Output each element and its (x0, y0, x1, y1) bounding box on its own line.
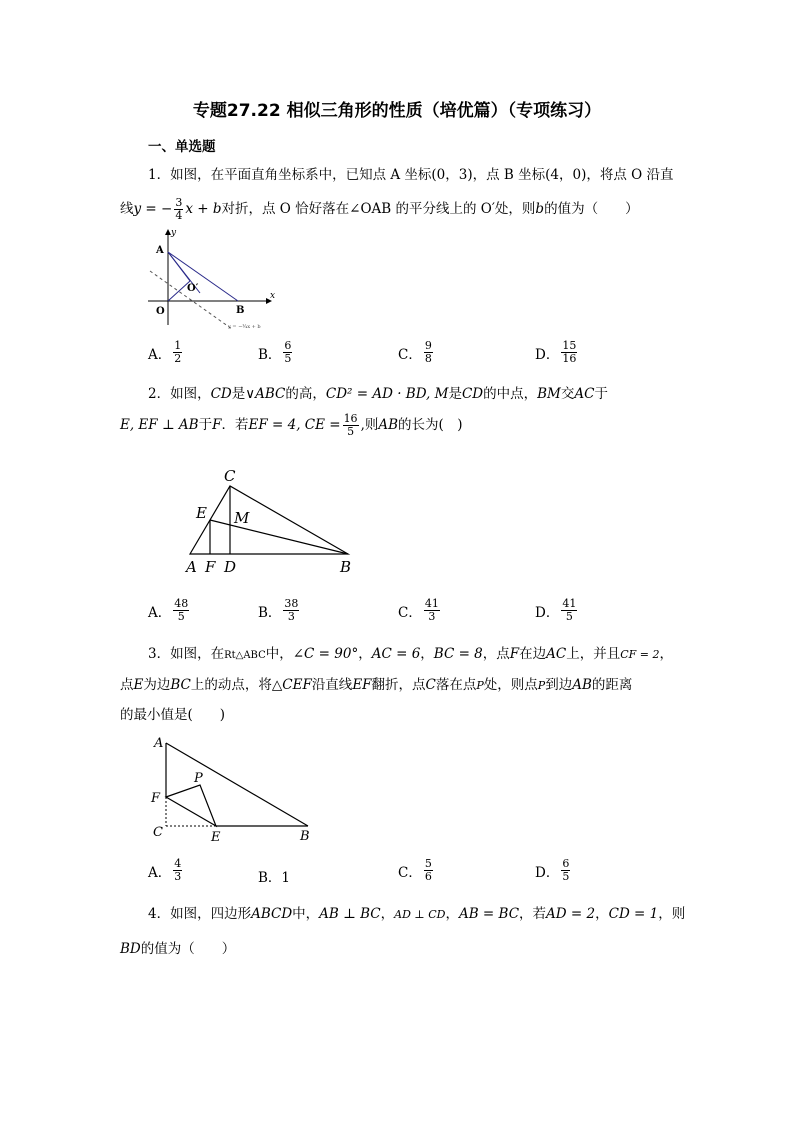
q3-fig-A: A (154, 736, 164, 751)
q1-fig-A: A (156, 245, 164, 256)
q3-option-b: B．1 (258, 870, 291, 886)
q3-fig-F: F (151, 791, 161, 806)
q1-eq-lhs: y = − (133, 201, 173, 217)
q3-line3: 的最小值是( ) (120, 707, 226, 723)
q1-fig-y: y (171, 228, 177, 238)
q3-option-c: C． $\frac{5}{6}$ (398, 857, 432, 883)
q1-eq-fraction (174, 197, 183, 222)
q1-fig-x: x (270, 291, 276, 301)
section-heading: 一、单选题 (148, 139, 216, 155)
q4-line1: 4．如图，四边形ABCD中，AB ⊥ BC，AD ⊥ CD，AB = BC，若AD = 2，CD = 1，则 (148, 906, 686, 922)
q1-fig-eq: y = −¾x + b (228, 324, 261, 330)
q3-option-d: D． $\frac{6}{5}$ (535, 857, 570, 883)
page-title: 专题27.22 相似三角形的性质（培优篇）（专项练习） (192, 101, 602, 121)
q3-fig-P: P (194, 771, 203, 786)
q3-fig-C: C (153, 825, 163, 840)
q2-fig-A: A (186, 558, 197, 576)
q2-option-a: A． $\frac{48}{5}$ (148, 597, 189, 623)
q1-line2 (120, 197, 639, 222)
frac-den: 4 (175, 209, 183, 222)
q4-line2: BD的值为（ ） (120, 941, 236, 957)
q1-text: 的值为（ ） (544, 201, 639, 217)
q2-option-d: D． $\frac{41}{5}$ (535, 597, 577, 623)
q2-fig-M: M (234, 509, 250, 527)
q2-option-b: B． $\frac{38}{3}$ (258, 597, 299, 623)
q1-text: 线 (120, 201, 134, 217)
q2-fig-E: E (196, 504, 207, 522)
q3-fig-E: E (211, 830, 221, 845)
q1-option-a: A． $\frac{1}{2}$ (148, 339, 182, 365)
q2-line1: 2．如图，CD是∨ABC的高，CD² = AD · BD, M是CD的中点，BM交AC于 (148, 386, 608, 402)
q3-line2: 点E为边BC上的动点，将△CEF沿直线EF翻折，点C落在点P处，则点P到边AB的距离 (120, 677, 633, 693)
q1-eq-rhs: x + b (185, 201, 222, 217)
q1-figure (140, 225, 280, 337)
q1-text: 对折，点 O 恰好落在∠OAB 的平分线上的 O′处，则 (221, 201, 536, 217)
q3-option-a: A． $\frac{4}{3}$ (148, 857, 182, 883)
q3-fig-B: B (300, 829, 310, 844)
q2-line2: E, EF ⊥ AB于F．若EF = 4, CE = $\frac{16}{5}$ ,则AB的长为( ) (120, 412, 463, 438)
q1-fig-B: B (236, 305, 245, 316)
q2-fig-D: D (224, 558, 237, 576)
q3-figure (148, 733, 323, 848)
q3-line1: 3．如图，在Rt△ABC中，∠C = 90°，AC = 6，BC = 8，点F在边AC上，并且CF = 2， (148, 646, 673, 662)
q1-option-b: B． $\frac{6}{5}$ (258, 339, 292, 365)
frac-num: 3 (175, 196, 183, 209)
q1-option-d: D． $\frac{15}{16}$ (535, 339, 577, 365)
q2-option-c: C． $\frac{41}{3}$ (398, 597, 439, 623)
q1-line1: 1．如图，在平面直角坐标系中，已知点 A 坐标(0，3)，点 B 坐标(4，0)，将点 O 沿直 (148, 167, 674, 183)
q1-option-c: C． $\frac{9}{8}$ (398, 339, 432, 365)
q2-fig-B: B (340, 558, 352, 576)
q1-fig-O1: O′ (187, 283, 199, 294)
q2-fig-F: F (205, 558, 216, 576)
q1-fig-O: O (156, 306, 165, 317)
q2-figure (180, 465, 360, 577)
q1-var-b: b (535, 201, 545, 217)
q2-fig-C: C (224, 467, 236, 485)
